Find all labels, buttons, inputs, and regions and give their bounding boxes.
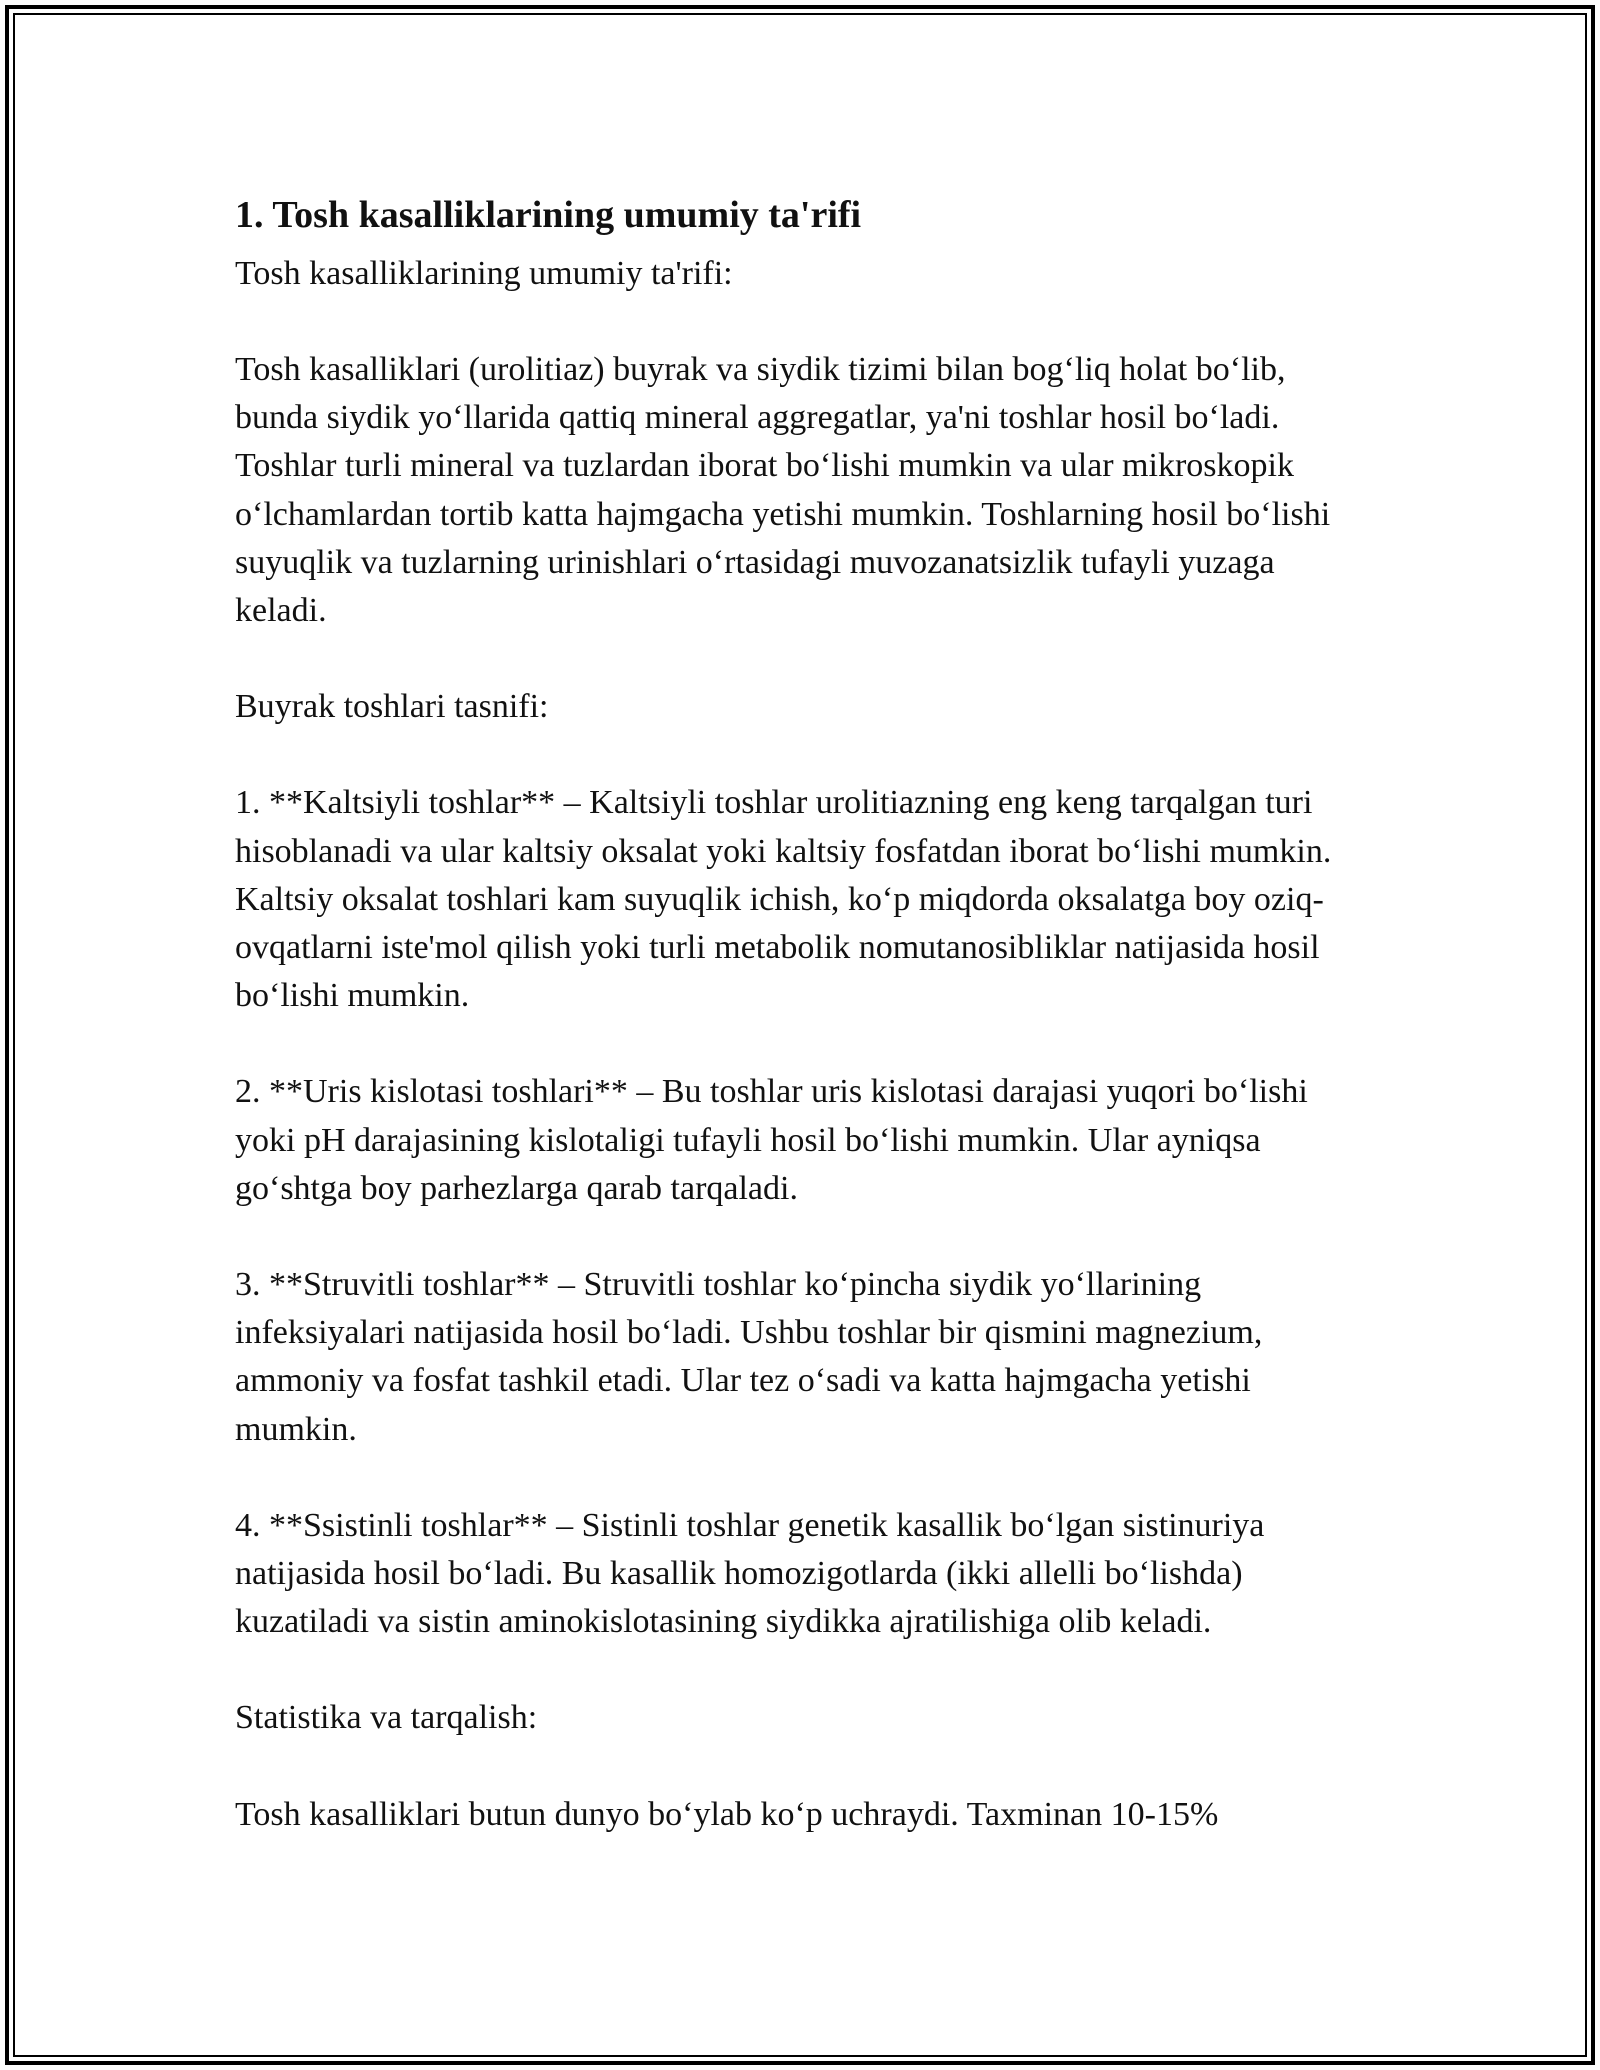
intro-line: Tosh kasalliklarining umumiy ta'rifi: (235, 255, 733, 292)
definition-paragraph: Tosh kasalliklari (urolitiaz) buyrak va siydik tizimi bilan bog‘liq holat bo‘lib, bunda siydik yo‘llarida qattiq mineral aggregatlar, ya'ni toshlar hosil bo‘ladi. Toshlar turli mineral va tuzlardan iborat bo‘lishi mumkin va ular mikroskopik o‘lchamlardan tortib katta hajmgacha yetishi mumkin. Toshlarning hosil bo‘lishi suyuqlik va tuzlarning urinishlari o‘rtasidagi muvozanatsizlik tufayli yuzaga keladi. (235, 351, 1331, 630)
classification-heading: Buyrak toshlari tasnifi: (235, 688, 549, 726)
list-item-uric-acid-stones: 2. **Uris kislotasi toshlari** – Bu toshlar uris kislotasi darajasi yuqori bo‘lishi yoki pH darajasining kislotaligi tufayli hosil bo‘lishi mumkin. Ular ayniqsa go‘shtga boy parhezlarga qarab tarqaladi. (235, 1073, 1308, 1207)
list-item-calcium-stones: 1. **Kaltsiyli toshlar** – Kaltsiyli toshlar urolitiazning eng keng tarqalgan turi hisoblanadi va ular kaltsiy oksalat yoki kaltsiy fosfatdan iborat bo‘lishi mumkin. Kaltsiy oksalat toshlari kam suyuqlik ichish, ko‘p miqdorda oksalatga boy oziq-ovqatlarni iste'mol qilish yoki turli metabolik nomutanosibliklar natijasida hosil bo‘lishi mumkin. (235, 784, 1332, 1015)
list-item-cystine-stones: 4. **Ssistinli toshlar** – Sistinli toshlar genetik kasallik bo‘lgan sistinuriya natijasida hosil bo‘ladi. Bu kasallik homozigotlarda (ikki allelli bo‘lishda) kuzatiladi va sistin aminokislotasining siydikka ajratilishiga olib keladi. (235, 1506, 1265, 1641)
list-item-struvite-stones: 3. **Struvitli toshlar** – Struvitli toshlar ko‘pincha siydik yo‘llarining infeksiyalari natijasida hosil bo‘ladi. Ushbu toshlar bir qismini magnezium, ammoniy va fosfat tashkil etadi. Ular tez o‘sadi va katta hajmgacha yetishi mumkin. (235, 1266, 1263, 1448)
statistics-paragraph: Tosh kasalliklari butun dunyo bo‘ylab ko‘p uchraydi. Taxminan 10-15% (235, 1795, 1219, 1833)
document-body (235, 185, 1365, 1839)
section-heading: 1. Tosh kasalliklarining umumiy ta'rifi (235, 194, 862, 236)
statistics-heading: Statistika va tarqalish: (235, 1699, 538, 1737)
